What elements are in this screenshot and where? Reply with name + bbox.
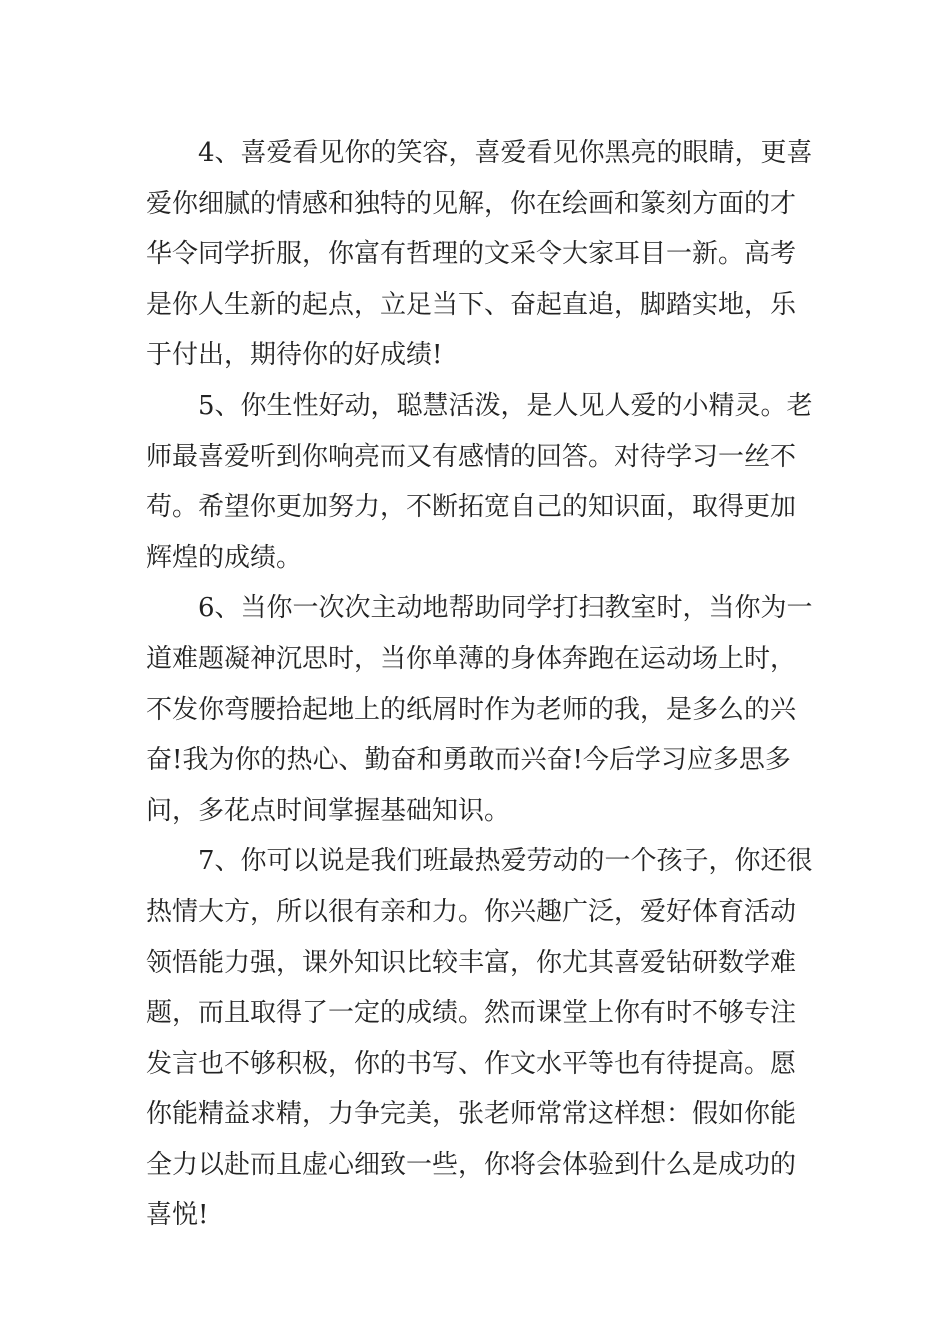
paragraph-line: 奋!我为你的热心、勤奋和勇敢而兴奋!今后学习应多思多 (146, 745, 791, 776)
paragraph-5 (146, 381, 813, 583)
document-body (146, 128, 813, 1241)
paragraph-line: 喜悦! (146, 1200, 209, 1231)
paragraph-line: 师最喜爱听到你响亮而又有感情的回答。对待学习一丝不 (146, 441, 797, 472)
paragraph-line: 领悟能力强，课外知识比较丰富，你尤其喜爱钻研数学难 (146, 947, 797, 978)
paragraph-line: 7、你可以说是我们班最热爱劳动的一个孩子，你还很 (198, 846, 813, 877)
paragraph-line: 问，多花点时间掌握基础知识。 (146, 795, 511, 826)
paragraph-line: 是你人生新的起点，立足当下、奋起直追，脚踏实地，乐 (146, 289, 797, 320)
paragraph-line: 题，而且取得了一定的成绩。然而课堂上你有时不够专注 (146, 998, 797, 1029)
paragraph-line: 4、喜爱看见你的笑容，喜爱看见你黑亮的眼睛，更喜 (198, 138, 813, 168)
paragraph-line: 华令同学折服，你富有哲理的文采令大家耳目一新。高考 (146, 239, 797, 270)
paragraph-line: 6、当你一次次主动地帮助同学打扫教室时，当你为一 (198, 593, 813, 624)
paragraph-line: 全力以赴而且虚心细致一些，你将会体验到什么是成功的 (146, 1149, 797, 1180)
paragraph-line: 道难题凝神沉思时，当你单薄的身体奔跑在运动场上时， (146, 643, 797, 674)
paragraph-line: 5、你生性好动，聪慧活泼，是人见人爱的小精灵。老 (198, 390, 813, 421)
paragraph-line: 热情大方，所以很有亲和力。你兴趣广泛，爱好体育活动 (146, 896, 797, 927)
paragraph-line: 不发你弯腰拾起地上的纸屑时作为老师的我，是多么的兴 (146, 694, 797, 725)
paragraph-line: 于付出，期待你的好成绩! (146, 340, 443, 371)
paragraph-line: 爱你细腻的情感和独特的见解，你在绘画和篆刻方面的才 (146, 188, 797, 219)
paragraph-line: 苟。希望你更加努力，不断拓宽自己的知识面，取得更加 (146, 492, 797, 523)
paragraph-6 (146, 583, 813, 836)
paragraph-4 (146, 128, 813, 381)
paragraph-7 (146, 836, 813, 1241)
paragraph-line: 辉煌的成绩。 (146, 542, 303, 573)
paragraph-line: 你能精益求精，力争完美，张老师常常这样想：假如你能 (146, 1099, 797, 1130)
paragraph-line: 发言也不够积极，你的书写、作文水平等也有待提高。愿 (146, 1048, 797, 1079)
